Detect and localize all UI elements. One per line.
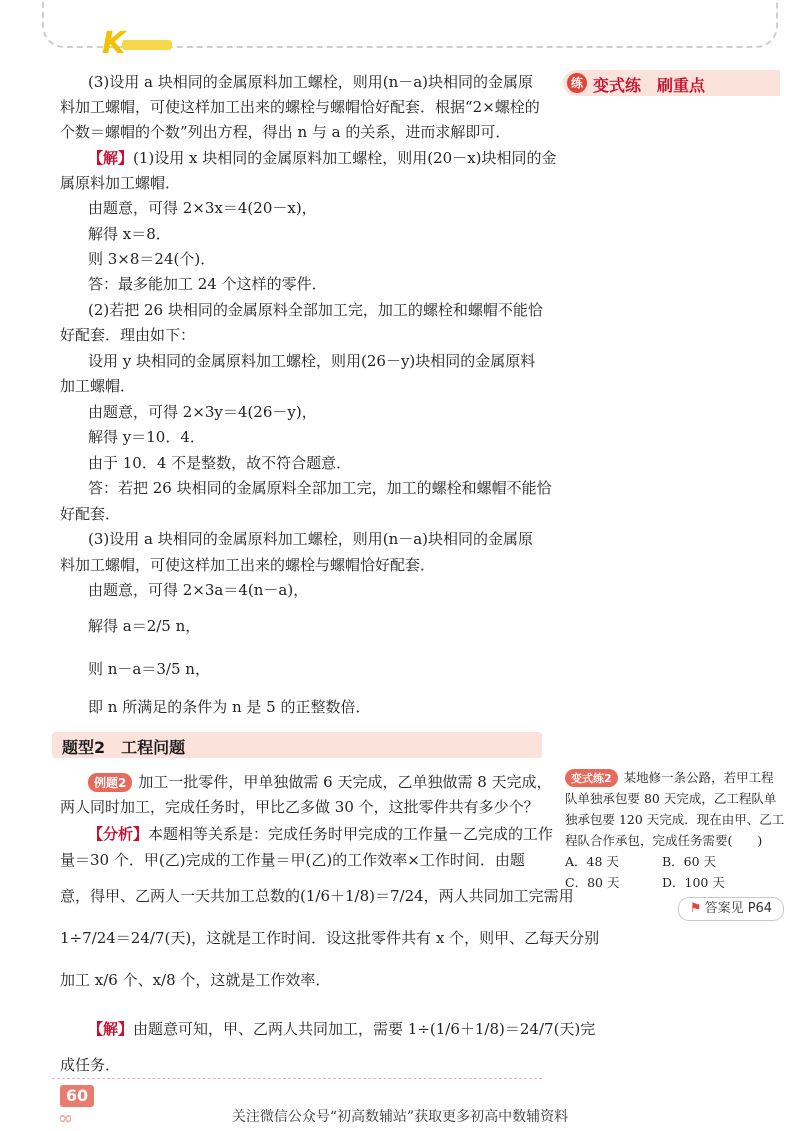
infinity-icon: ∞ <box>58 1108 73 1129</box>
section-heading-bar <box>52 732 542 758</box>
sidebar-question-line: 队单独承包要 80 天完成，乙工程队单 <box>565 791 777 806</box>
text-line: 属原料加工螺帽． <box>60 174 181 192</box>
solution-line <box>88 148 557 168</box>
solution-text: (1)设用 x 块相同的金属原料加工螺栓，则用(20－x)块相同的金 <box>133 149 557 167</box>
logo-bar <box>122 40 172 50</box>
solution-text: 由题意可知，甲、乙两人共同加工，需要 1÷(1/6＋1/8)＝24/7(天)完 <box>133 1020 596 1038</box>
option-d: D．100 天 <box>662 875 725 890</box>
analysis-line <box>88 824 553 844</box>
text-line: (2)若把 26 块相同的金属原料全部加工完，加工的螺栓和螺帽不能恰 <box>88 301 543 319</box>
footer-note: 关注微信公众号“初高数辅站”获取更多初高中数辅资料 <box>231 1109 569 1125</box>
text-line: 解得 x＝8． <box>88 225 171 243</box>
text-line: 意，得甲、乙两人一天共加工总数的(1/6＋1/8)＝7/24，两人共同加工完需用 <box>60 887 574 905</box>
text-line: 好配套． <box>60 505 121 523</box>
example-line <box>88 772 552 792</box>
text-line: 则 n－a＝3/5 n， <box>88 660 210 678</box>
variant-badge: 变式练2 <box>565 769 618 787</box>
section-title: 题型2 工程问题 <box>62 738 186 757</box>
sidebar-question-line: 独承包要 120 天完成．现在由甲、乙工 <box>565 812 785 827</box>
text-line: 个数＝螺帽的个数”列出方程，得出 n 与 a 的关系，进而求解即可． <box>60 123 511 141</box>
publisher-logo <box>92 26 182 61</box>
bottom-divider <box>52 1078 542 1079</box>
option-a: A．48 天 <box>565 854 619 869</box>
sidebar-question-line: 程队合作承包，完成任务需要( ) <box>565 833 763 848</box>
text-line: (3)设用 a 块相同的金属原料加工螺栓，则用(n－a)块相同的金属原 <box>88 73 534 91</box>
analysis-text: 本题相等关系是：完成任务时甲完成的工作量－乙完成的工作 <box>148 825 554 843</box>
text-line: 由于 10．4 不是整数，故不符合题意． <box>88 454 352 472</box>
text-line: (3)设用 a 块相同的金属原料加工螺栓，则用(n－a)块相同的金属原 <box>88 530 534 548</box>
page-number: 60 <box>60 1085 94 1107</box>
text-line: 设用 y 块相同的金属原料加工螺栓，则用(26－y)块相同的金属原料 <box>88 352 536 370</box>
solution-tag: 【解】 <box>88 149 134 167</box>
text-line: 由题意，可得 2×3y＝4(26－y)， <box>88 403 317 421</box>
option-c: C．80 天 <box>565 875 620 890</box>
text-line: 解得 a＝2/5 n， <box>88 617 201 635</box>
solution-line <box>88 1019 595 1039</box>
text-line: 由题意，可得 2×3x＝4(20－x)， <box>88 199 317 217</box>
analysis-tag: 【分析】 <box>88 825 149 843</box>
text-line: 由题意，可得 2×3a＝4(n－a)， <box>88 581 309 599</box>
sidebar-header-text: 变式练 刷重点 <box>593 76 706 95</box>
text-line: 即 n 所满足的条件为 n 是 5 的正整数倍． <box>88 698 371 716</box>
text-line: 两人同时加工，完成任务时，甲比乙多做 30 个，这批零件共有多少个？ <box>60 798 539 816</box>
text-line: 答：若把 26 块相同的金属原料全部加工完，加工的螺栓和螺帽不能恰 <box>88 479 552 497</box>
text-line: 好配套．理由如下： <box>60 326 196 344</box>
text-line: 料加工螺帽，可使这样加工出来的螺栓与螺帽恰好配套．根据“2×螺栓的 <box>60 98 540 116</box>
text-line: 答：最多能加工 24 个这样的零件． <box>88 275 327 293</box>
text-line: 解得 y＝10．4． <box>88 428 205 446</box>
text-line: 料加工螺帽，可使这样加工出来的螺栓与螺帽恰好配套． <box>60 556 436 574</box>
sidebar-header <box>563 70 780 96</box>
text-line: 量＝30 个．甲(乙)完成的工作量＝甲(乙)的工作效率×工作时间．由题 <box>60 851 525 869</box>
example-badge: 例题2 <box>88 773 132 792</box>
text-line: 加工 x/6 个、x/8 个，这就是工作效率． <box>60 971 331 989</box>
text-line: 1÷7/24＝24/7(天)，这就是工作时间．设这批零件共有 x 个，则甲、乙每天分别 <box>60 929 600 947</box>
sidebar-question-text: 某地修一条公路，若甲工程 <box>623 770 774 785</box>
practice-icon: 练 <box>567 73 587 93</box>
text-line: 加工螺帽． <box>60 377 136 395</box>
logo-letter: K <box>102 26 126 61</box>
option-b: B．60 天 <box>662 854 717 869</box>
pin-icon: ⚑ <box>689 901 702 916</box>
sidebar-question-line <box>565 768 774 787</box>
solution-tag: 【解】 <box>88 1020 134 1038</box>
text-line: 成任务． <box>60 1056 121 1074</box>
answer-reference[interactable] <box>678 897 784 921</box>
answer-text: 答案见 P64 <box>704 901 773 916</box>
text-line: 则 3×8＝24(个)． <box>88 250 216 268</box>
example-text: 加工一批零件，甲单独做需 6 天完成，乙单独做需 8 天完成， <box>138 773 552 791</box>
